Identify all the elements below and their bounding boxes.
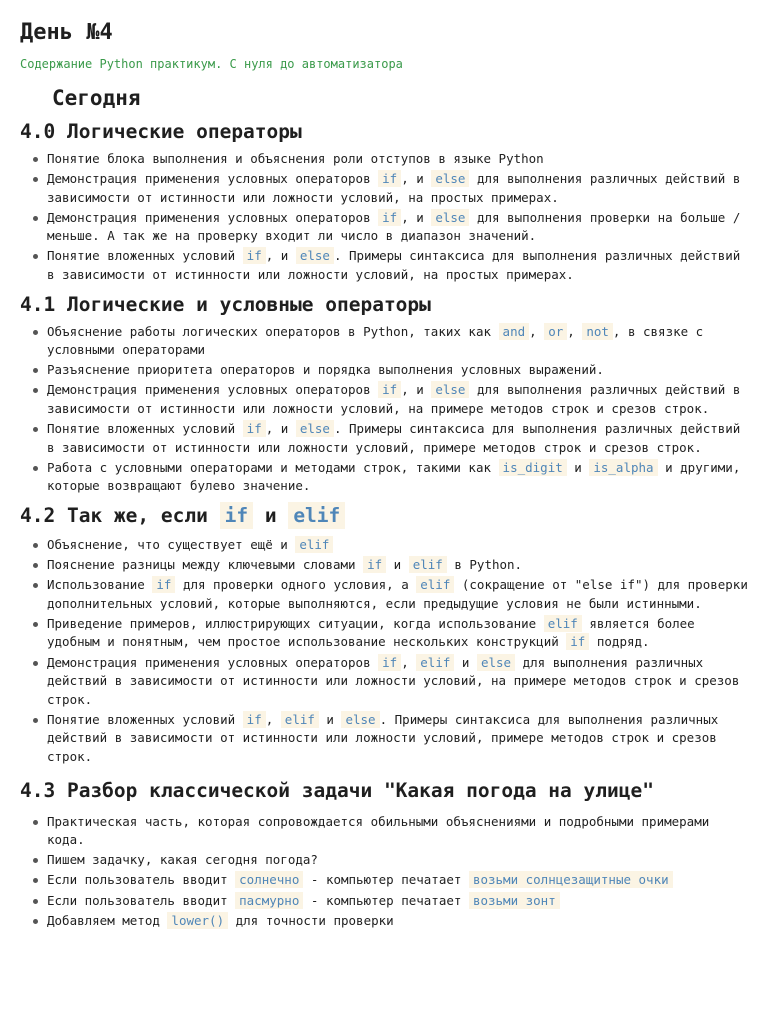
list-item <box>47 711 750 767</box>
text-run: (сокращение от "else if") для проверки дополнительных условий, которые выполняются, если предыдущие условия не были истинными. <box>47 577 748 611</box>
inline-code: if <box>220 502 253 529</box>
inline-code: or <box>544 323 567 340</box>
text-run: - компьютер печатает <box>303 892 469 908</box>
text-run: и <box>253 504 289 527</box>
text-run: , в связке с условными операторами <box>47 323 704 358</box>
bullet-list <box>20 323 750 496</box>
text-run: 4.3 Разбор классической задачи "Какая погода на улице" <box>20 778 654 802</box>
text-run: для выполнения различных действий в зависимости от истинности или ложности условий, на примере методов строк и срезов строк. <box>47 654 740 707</box>
inline-code: else <box>477 654 515 671</box>
text-run: , и <box>401 382 432 398</box>
inline-code: else <box>296 247 334 264</box>
text-run: 4.1 Логические и условные операторы <box>20 292 431 316</box>
list-item <box>47 209 750 246</box>
text-run: , <box>401 654 417 670</box>
inline-code: elif <box>416 576 454 593</box>
list-item <box>47 150 750 169</box>
text-run: 4.2 Так же, если <box>20 504 220 527</box>
text-run: Приведение примеров, иллюстрирующих ситуации, когда использование <box>47 615 544 631</box>
inline-code: if <box>243 711 266 728</box>
inline-code: lower() <box>167 912 228 929</box>
inline-code: else <box>431 170 469 187</box>
inline-code: elif <box>295 536 333 553</box>
inline-code: elif <box>544 615 582 632</box>
section-1 <box>20 291 750 496</box>
text-run: и <box>386 557 409 573</box>
list-item <box>47 912 750 931</box>
bullet-list <box>20 536 750 767</box>
inline-code: else <box>431 209 469 226</box>
list-item <box>47 813 750 850</box>
list-item <box>47 892 750 911</box>
text-run: Понятие вложенных условий <box>47 421 243 437</box>
text-run: Понятие вложенных условий <box>47 248 243 264</box>
text-run: для точности проверки <box>228 912 394 928</box>
text-run: для выполнения различных действий в зависимости от истинности или ложности условий, на примере методов строк и срезов строк. <box>47 382 741 417</box>
section-3 <box>20 777 750 931</box>
text-run: Работа с условными операторами и методами строк, такими как <box>47 459 499 475</box>
section-heading <box>20 502 750 530</box>
text-run: , и <box>265 248 296 264</box>
list-item <box>47 851 750 870</box>
breadcrumb-link[interactable]: Содержание Python практикум. С нуля до автоматизатора <box>20 57 403 71</box>
text-run: Если пользователь вводит <box>47 892 236 908</box>
inline-code: else <box>296 420 334 437</box>
inline-code: elif <box>281 711 319 728</box>
inline-code: else <box>341 711 379 728</box>
list-item <box>47 323 750 360</box>
inline-code: if <box>378 170 401 187</box>
text-run: Демонстрация применения условных операторов <box>47 209 379 225</box>
text-run: Пояснение разницы между ключевыми словами <box>47 557 364 573</box>
text-run: подряд. <box>589 634 650 650</box>
text-run: , <box>529 323 545 339</box>
text-run: Пишем задачку, какая сегодня погода? <box>47 852 318 868</box>
inline-code: elif <box>288 502 345 529</box>
inline-code: is_digit <box>499 459 567 476</box>
text-run: Объяснение, что существует ещё и <box>47 537 296 552</box>
text-run: для выполнения проверки на больше / меньше. А так же на проверку входит ли число в диапазон значений. <box>47 209 741 244</box>
text-run: и <box>318 711 342 727</box>
text-run: Разъяснение приоритета операторов и порядка выполнения условных выражений. <box>47 362 604 378</box>
text-run: и <box>454 654 477 670</box>
text-run: , <box>567 323 583 339</box>
text-run: , <box>265 711 281 727</box>
text-run: Объяснение работы логических операторов в Python, таких как <box>47 323 499 339</box>
list-item <box>47 170 750 207</box>
text-run: и другими, которые возвращают булево значение. <box>47 459 741 494</box>
section-heading <box>20 777 750 805</box>
inline-code: возьми зонт <box>469 892 560 909</box>
inline-code: if <box>378 381 401 398</box>
list-item <box>47 654 750 710</box>
inline-code: if <box>378 209 401 226</box>
inline-code: elif <box>416 654 454 671</box>
list-item <box>47 615 750 652</box>
inline-code: is_alpha <box>589 459 657 476</box>
inline-code: if <box>378 654 401 671</box>
inline-code: if <box>243 420 266 437</box>
list-item <box>47 361 750 380</box>
section-0 <box>20 118 750 285</box>
text-run: . Примеры синтаксиса для выполнения различных действий в зависимости от истинности или ложности условий, примере методов строк и срезов строк. <box>47 711 719 765</box>
page-title: День №4 <box>20 20 113 45</box>
section-heading <box>20 291 750 319</box>
inline-code: возьми солнцезащитные очки <box>469 871 673 888</box>
list-item <box>47 556 750 575</box>
text-run: Понятие вложенных условий <box>47 711 243 727</box>
text-run: Демонстрация применения условных операторов <box>47 654 379 670</box>
today-heading: Сегодня <box>52 86 141 110</box>
inline-code: if <box>363 556 386 573</box>
list-item <box>47 381 750 418</box>
inline-code: else <box>431 381 469 398</box>
text-run: Понятие блока выполнения и объяснения роли отступов в языке Python <box>47 151 544 166</box>
text-run: Добавляем метод <box>47 912 168 928</box>
text-run: Демонстрация применения условных операторов <box>47 171 379 187</box>
inline-code: if <box>243 247 266 264</box>
bullet-list <box>20 813 750 931</box>
sections-container <box>20 118 750 932</box>
inline-code: if <box>152 576 175 593</box>
text-run: 4.0 Логические операторы <box>20 120 302 143</box>
inline-code: elif <box>409 556 447 573</box>
text-run: . Примеры синтаксиса для выполнения различных действий в зависимости от истинности или ложности условий, примере методов строк и срезов строк. <box>47 421 741 455</box>
list-item <box>47 459 750 496</box>
text-run: Если пользователь вводит <box>47 872 236 888</box>
bullet-list <box>20 150 750 285</box>
list-item <box>47 576 750 613</box>
list-item <box>47 536 750 555</box>
inline-code: солнечно <box>235 871 303 888</box>
list-item <box>47 420 750 457</box>
inline-code: if <box>566 633 589 650</box>
inline-code: and <box>499 323 530 340</box>
text-run: . Примеры синтаксиса для выполнения различных действий в зависимости от истинности или ложности условий, на простых примерах. <box>47 248 741 283</box>
text-run: , и <box>265 421 296 437</box>
text-run: , и <box>401 171 432 187</box>
inline-code: not <box>582 323 613 340</box>
list-item <box>47 247 750 284</box>
text-run: - компьютер печатает <box>303 872 469 888</box>
text-run: является более удобным и понятным, чем простое использование нескольких конструкций <box>47 615 695 650</box>
text-run: Использование <box>47 577 153 593</box>
section-2 <box>20 502 750 767</box>
list-item <box>47 871 750 890</box>
text-run: Практическая часть, которая сопровождается обильными объяснениями и подробными примерами кода. <box>47 813 710 848</box>
text-run: для выполнения различных действий в зависимости от истинности или ложности условий, на простых примерах. <box>47 171 741 205</box>
text-run: Демонстрация применения условных операторов <box>47 382 379 398</box>
text-run: для проверки одного условия, а <box>175 577 417 593</box>
section-heading <box>20 118 750 146</box>
inline-code: пасмурно <box>235 892 303 909</box>
text-run: в Python. <box>446 557 523 573</box>
text-run: и <box>566 459 590 475</box>
text-run: , и <box>401 209 432 225</box>
